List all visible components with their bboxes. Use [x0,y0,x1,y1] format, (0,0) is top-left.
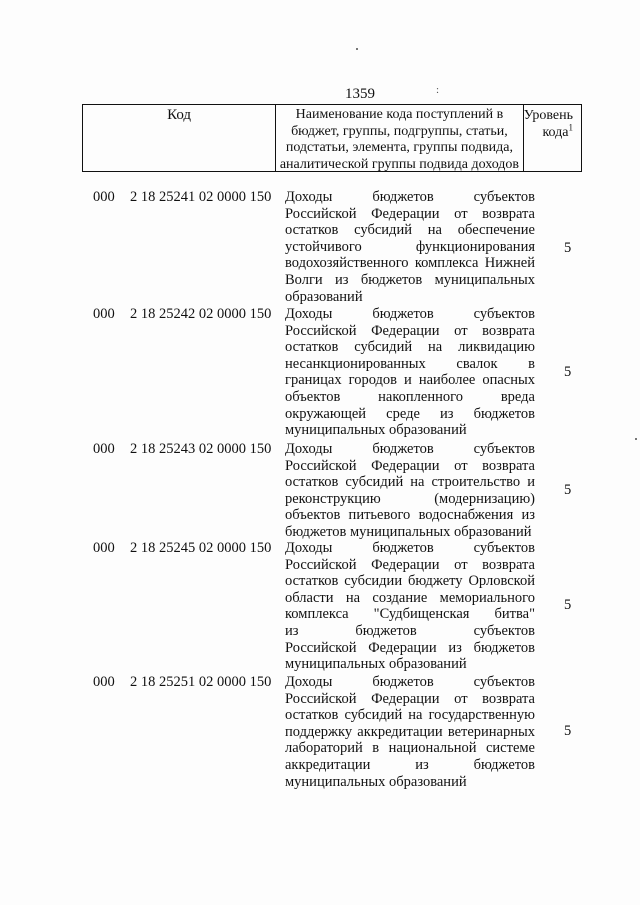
income-name-line: Российской Федерации от возврата [285,556,535,573]
admin-code: 000 [93,306,115,322]
income-name-line: бюджетов муниципальных образований [285,523,532,540]
admin-code: 000 [93,189,115,205]
scan-speck [356,48,358,50]
income-name-line: Доходы бюджетов субъектов [285,189,535,205]
income-name-line: границах городов и наиболее опасных [285,372,535,389]
income-name-line: поддержку аккредитации ветеринарных [285,723,535,740]
income-code: 2 18 25251 02 0000 150 [130,674,272,690]
income-name-line: Доходы бюджетов субъектов [285,441,535,457]
income-name-line: Доходы бюджетов субъектов [285,540,535,556]
corner-mark: : [436,84,440,96]
income-name-line: устойчивого функционирования [285,238,535,255]
header-name-line: бюджет, группы, подгруппы, статьи, [291,123,508,139]
page-number: 1359 [345,86,375,102]
code-level: 5 [564,482,572,498]
income-code: 2 18 25242 02 0000 150 [130,306,272,322]
income-name-line: из бюджетов субъектов [285,622,535,639]
income-name-line: Российской Федерации от возврата [285,457,535,474]
income-name-line: остатков субсидий на строительство и [285,474,535,491]
code-level: 5 [564,597,572,613]
income-code: 2 18 25245 02 0000 150 [130,540,272,556]
income-name [285,674,535,790]
income-name-line: аккредитации из бюджетов [285,756,535,773]
admin-code: 000 [93,674,115,690]
income-name-line: муниципальных образований [285,422,467,439]
code-level: 5 [564,364,572,380]
income-name-line: муниципальных образований [285,773,467,790]
income-name [285,306,535,439]
income-name-line: остатков субсидий на ликвидацию [285,339,535,356]
income-name [285,189,535,305]
income-name-line: остатков субсидий на обеспечение [285,222,535,239]
income-code: 2 18 25243 02 0000 150 [130,441,272,457]
header-name-line: Наименование кода поступлений в [295,107,504,122]
header-level-text: кода [542,125,569,140]
income-name [285,441,535,541]
income-name-line: Российской Федерации от возврата [285,322,535,339]
income-name-line: несанкционированных свалок в [285,355,535,372]
income-name-line: комплекса "Судбищенская битва" [285,606,535,623]
admin-code: 000 [93,540,115,556]
scan-speck [635,438,637,440]
income-name-line: образований [285,288,363,305]
income-name-line: Российской Федерации из бюджетов [285,639,535,656]
income-name-line: Доходы бюджетов субъектов [285,674,535,690]
income-name-line: Российской Федерации от возврата [285,690,535,707]
header-level [524,105,581,171]
header-code: Код [83,105,276,171]
income-name-line: водохозяйственного комплекса Нижней [285,255,535,272]
income-name-line: объектов питьевого водоснабжения из [285,507,535,524]
income-name-line: области на создание мемориального [285,589,535,606]
admin-code: 000 [93,441,115,457]
income-name [285,540,535,673]
header-level-line: Уровень [523,108,573,123]
income-name-line: муниципальных образований [285,656,467,673]
code-level: 5 [564,240,572,256]
income-name-line: остатков субсидии бюджету Орловской [285,573,535,590]
income-name-line: Волги из бюджетов муниципальных [285,271,535,288]
table-header [82,104,582,172]
income-code: 2 18 25241 02 0000 150 [130,189,272,205]
income-name-line: окружающей среде из бюджетов [285,405,535,422]
income-name-line: реконструкцию (модернизацию) [285,490,535,507]
header-name-line: аналитической группы подвида доходов [279,156,520,172]
header-name [276,105,524,171]
income-name-line: Российской Федерации от возврата [285,205,535,222]
header-level-line [524,124,573,141]
income-name-line: Доходы бюджетов субъектов [285,306,535,322]
header-level-footnote: 1 [568,122,573,133]
header-name-line: подстатьи, элемента, группы подвида, [285,140,514,155]
income-name-line: лабораторий в национальной системе [285,740,535,757]
income-name-line: остатков субсидий на государственную [285,707,535,724]
code-level: 5 [564,723,572,739]
income-name-line: объектов накопленного вреда [285,388,535,405]
